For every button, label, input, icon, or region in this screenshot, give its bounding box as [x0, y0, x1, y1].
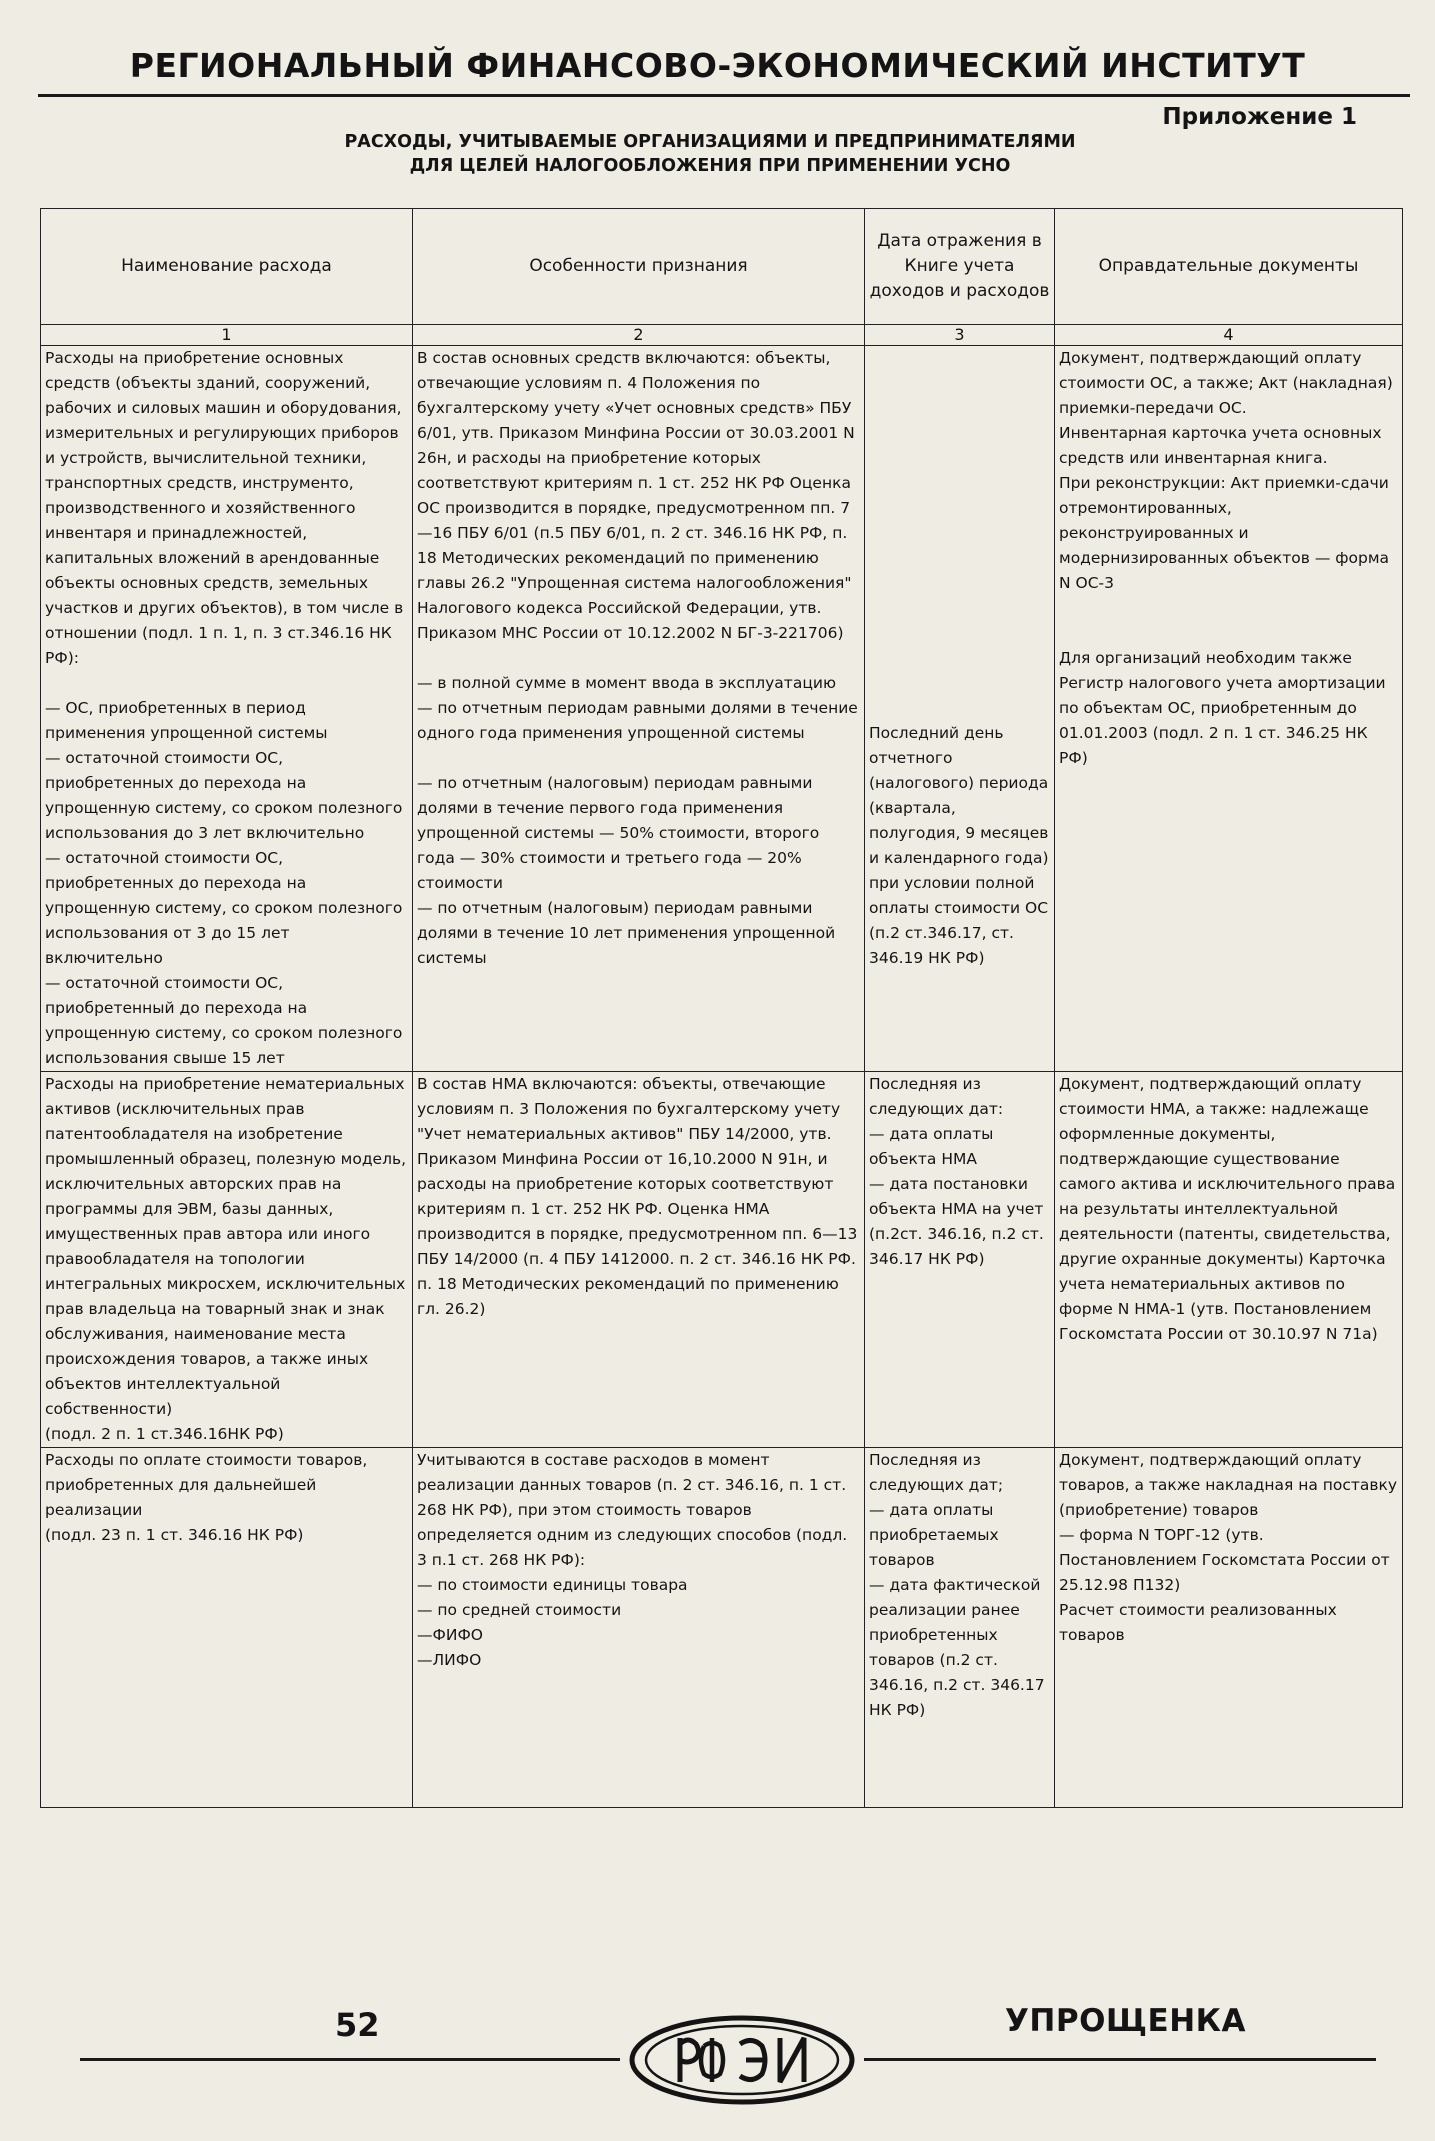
heading-line-1: РАСХОДЫ, УЧИТЫВАЕМЫЕ ОРГАНИЗАЦИЯМИ И ПРЕДПРИНИМАТЕЛЯМИ	[344, 132, 1076, 152]
document-heading	[200, 130, 1220, 178]
fixed-assets-recognition-text: В состав основных средств включаются: объекты, отвечающие условиям п. 4 Положения по бухгалтерскому учету «Учет основных средств» ПБУ 6/01, утв. Приказом Минфина России от 30.03.2001 N 26н, и расходы на приобретение которых соответствуют критериям п. 1 ст. 252 НК РФ Оценка ОС производится в порядке, предусмотренном пп. 7—16 ПБУ 6/01 (п.5 ПБУ 6/01, п. 2 ст. 346.16 НК РФ, п. 18 Методических рекомендаций по применению главы 26.2 "Упрощенная система налогообложения" Налогового кодекса Российской Федерации, утв. Приказом МНС России от 10.12.2002 N БГ-3-221706)	[417, 349, 855, 642]
footer-divider-left	[80, 2058, 620, 2061]
column-header-expense: Наименование расхода	[41, 209, 413, 325]
intangible-assets-documents: Документ, подтверждающий оплату стоимости НМА, а также: надлежаще оформленные документы, подтверждающие существование самого актива и исключительного права на результаты интеллектуальной деятельности (патенты, свидетельства, другие охранные документы) Карточка учета нематериальных активов по форме N НМА-1 (утв. Постановлением Госкомстата России от 30.10.97 N 71а)	[1055, 1072, 1403, 1448]
institute-logo	[628, 2014, 856, 2106]
fixed-assets-method-b: — по отчетным (налоговым) периодам равными долями в течение первого года применения упрощенной системы — 50% стоимости, второго года — 30% стоимости и третьего года — 20% стоимости — по отчетным (налоговым) периодам равными долями в течение 10 лет применения упрощенной системы	[417, 774, 836, 967]
intangible-assets-date: Последняя из следующих дат: — дата оплаты объекта НМА — дата постановки объекта НМА на учет (п.2ст. 346.16, п.2 ст. 346.17 НК РФ)	[865, 1072, 1055, 1448]
table-row	[41, 346, 1403, 1072]
fixed-assets-documents-text: Документ, подтверждающий оплату стоимости ОС, а также; Акт (накладная) приемки-передачи ОС. Инвентарная карточка учета основных средств или инвентарная книга. При реконструкции: Акт приемки-сдачи отремонтированных, реконструированных и модернизированных объектов — форма N ОС-3	[1059, 349, 1393, 592]
column-header-documents: Оправдательные документы	[1055, 209, 1403, 325]
goods-documents: Документ, подтверждающий оплату товаров, а также накладная на поставку (приобретение) товаров — форма N ТОРГ-12 (утв. Постановлением Госкомстата России от 25.12.98 П132) Расчет стоимости реализованных товаров	[1055, 1448, 1403, 1808]
table-header-row	[41, 209, 1403, 325]
page-number: 52	[335, 2006, 380, 2044]
fixed-assets-subtypes-text: — ОС, приобретенных в период применения упрощенной системы — остаточной стоимости ОС, приобретенных до перехода на упрощенную систему, со сроком полезного использования до 3 лет включительно — остаточной стоимости ОС, приобретенных до перехода на упрощенную систему, со сроком полезного использования от 3 до 15 лет включительно — остаточной стоимости ОС, приобретенный до перехода на упрощенную систему, со сроком полезного использования свыше 15 лет	[45, 699, 403, 1067]
table-row	[41, 1448, 1403, 1808]
header-divider	[38, 94, 1410, 97]
goods-recognition: Учитываются в составе расходов в момент реализации данных товаров (п. 2 ст. 346.16, п. 1 ст. 268 НК РФ), при этом стоимость товаров определяется одним из следующих способов (подл. 3 п.1 ст. 268 НК РФ): — по стоимости единицы товара — по средней стоимости —ФИФО —ЛИФО	[413, 1448, 865, 1808]
table-row	[41, 1072, 1403, 1448]
appendix-label: Приложение 1	[1162, 104, 1357, 130]
logo-emblem-icon	[628, 2014, 856, 2106]
column-number: 2	[413, 325, 865, 346]
expense-cell	[41, 346, 413, 1072]
column-header-date: Дата отражения в Книге учета доходов и расходов	[865, 209, 1055, 325]
column-number-row	[41, 325, 1403, 346]
heading-line-2: ДЛЯ ЦЕЛЕЙ НАЛОГООБЛОЖЕНИЯ ПРИ ПРИМЕНЕНИИ УСНО	[409, 156, 1011, 176]
column-header-recognition: Особенности признания	[413, 209, 865, 325]
goods-date: Последняя из следующих дат; — дата оплаты приобретаемых товаров — дата фактической реализации ранее приобретенных товаров (п.2 ст. 346.16, п.2 ст. 346.17 НК РФ)	[865, 1448, 1055, 1808]
goods-expense: Расходы по оплате стоимости товаров, приобретенных для дальнейшей реализации (подл. 23 п. 1 ст. 346.16 НК РФ)	[41, 1448, 413, 1808]
fixed-assets-method-a: — в полной сумме в момент ввода в эксплуатацию — по отчетным периодам равными долями в течение одного года применения упрощенной системы	[417, 674, 858, 742]
fixed-assets-register-note: Для организаций необходим также Регистр налогового учета амортизации по объектам ОС, приобретенным до 01.01.2003 (подл. 2 п. 1 ст. 346.25 НК РФ)	[1059, 649, 1386, 767]
fixed-assets-expense-text: Расходы на приобретение основных средств (объекты зданий, сооружений, рабочих и силовых машин и оборудования, измерительных и регулирующих приборов и устройств, вычислительной техники, транспортных средств, инструменто, производственного и хозяйственного инвентаря и принадлежностей, капитальных вложений в арендованные объекты основных средств, земельных участков и других объектов), в том числе в отношении (подл. 1 п. 1, п. 3 ст.346.16 НК РФ):	[45, 349, 404, 667]
institute-name: РЕГИОНАЛЬНЫЙ ФИНАНСОВО-ЭКОНОМИЧЕСКИЙ ИНСТИТУТ	[129, 46, 1306, 85]
publication-brand: УПРОЩЕНКА	[1005, 2003, 1246, 2039]
intangible-assets-expense: Расходы на приобретение нематериальных активов (исключительных прав патентообладателя на изобретение промышленный образец, полезную модель, исключительных авторских прав на программы для ЭВМ, базы данных, имущественных прав автора или иного правообладателя на топологии интегральных микросхем, исключительных прав владельца на товарный знак и знак обслуживания, наименование места происхождения товаров, а также иных объектов интеллектуальной собственности) (подл. 2 п. 1 ст.346.16НК РФ)	[41, 1072, 413, 1448]
fixed-assets-date-text: Последний день отчетного (налогового) периода (квартала, полугодия, 9 месяцев и календарного года) при условии полной оплаты стоимости ОС (п.2 ст.346.17, ст. 346.19 НК РФ)	[869, 724, 1049, 967]
footer-divider-right	[864, 2058, 1376, 2061]
expenses-table	[40, 208, 1403, 1808]
column-number: 4	[1055, 325, 1403, 346]
documents-cell	[1055, 346, 1403, 1072]
date-cell	[865, 346, 1055, 1072]
column-number: 1	[41, 325, 413, 346]
column-number: 3	[865, 325, 1055, 346]
recognition-cell	[413, 346, 865, 1072]
intangible-assets-recognition: В состав НМА включаются: объекты, отвечающие условиям п. 3 Положения по бухгалтерскому учету "Учет нематериальных активов" ПБУ 14/2000, утв. Приказом Минфина России от 16,10.2000 N 91н, и расходы на приобретение которых соответствуют критериям п. 1 ст. 252 НК РФ. Оценка НМА производится в порядке, предусмотренном пп. 6—13 ПБУ 14/2000 (п. 4 ПБУ 1412000. п. 2 ст. 346.16 НК РФ. п. 18 Методических рекомендаций по применению гл. 26.2)	[413, 1072, 865, 1448]
